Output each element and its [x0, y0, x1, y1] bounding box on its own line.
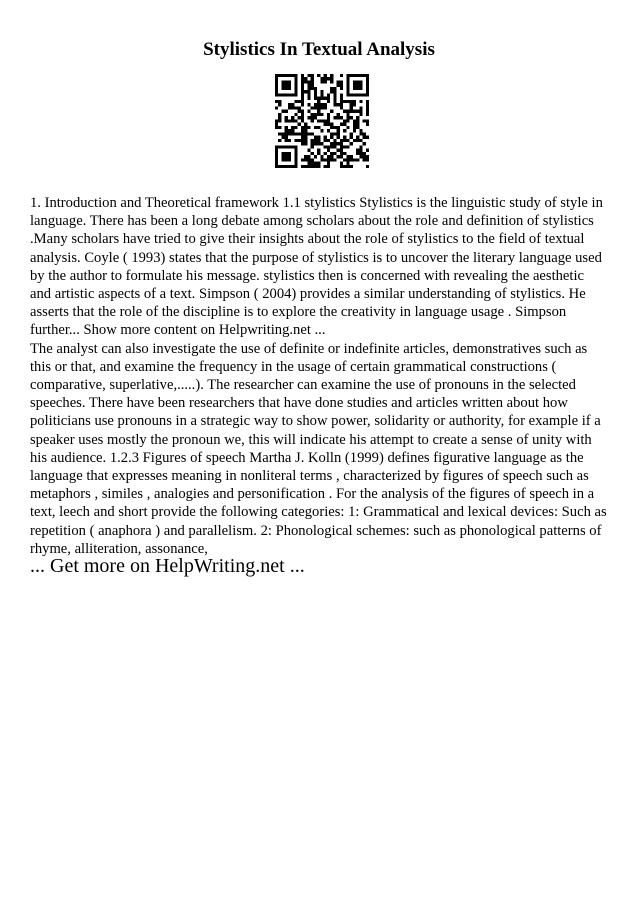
- paragraph-1: 1. Introduction and Theoretical framework 1.1 stylistics Stylistics is the linguistic study of style in language. There has been a long debate among scholars about the role and definition of stylistics .Many scholars have tried to give their insights about the role of stylistics to the field of textual analysis. Coyle ( 1993) states that the purpose of stylistics is to uncover the literary language used by the author to formulate his message. stylistics then is concerned with revealing the aesthetic and artistic aspects of a text. Simpson ( 2004) provides a similar understanding of stylistics. He asserts that the role of the discipline is to explore the creativity in language usage . Simpson further... Show more content on Helpwriting.net ...: [30, 195, 603, 339]
- article-body: [30, 194, 608, 558]
- qr-code-icon[interactable]: [275, 74, 369, 168]
- qr-code-graphic: [275, 74, 369, 168]
- page-title: Stylistics In Textual Analysis: [203, 39, 435, 60]
- paragraph-2: The analyst can also investigate the use of definite or indefinite articles, demonstratives such as this or that, and examine the frequency in the usage of certain grammatical constructions ( comparative, superlative,.....). The researcher can examine the use of pronouns in the selected speeches. There have been researchers that have done studies and articles written about how politicians use pronouns in a strategic way to show power, solidarity or authority, for example if a speaker uses mostly the pronoun we, this will indicate his attempt to create a sense of unity with his audience. 1.2.3 Figures of speech Martha J. Kolln (1999) defines figurative language as the language that expresses meaning in nonliteral terms , characterized by figures of speech such as metaphors , similes , analogies and personification . For the analysis of the figures of speech in a text, leech and short provide the following categories: 1: Grammatical and lexical devices: Such as repetition ( anaphora ) and parallelism. 2: Phonological schemes: such as phonological patterns of rhyme, alliteration, assonance,: [30, 340, 607, 557]
- get-more-link[interactable]: ... Get more on HelpWriting.net ...: [30, 555, 305, 577]
